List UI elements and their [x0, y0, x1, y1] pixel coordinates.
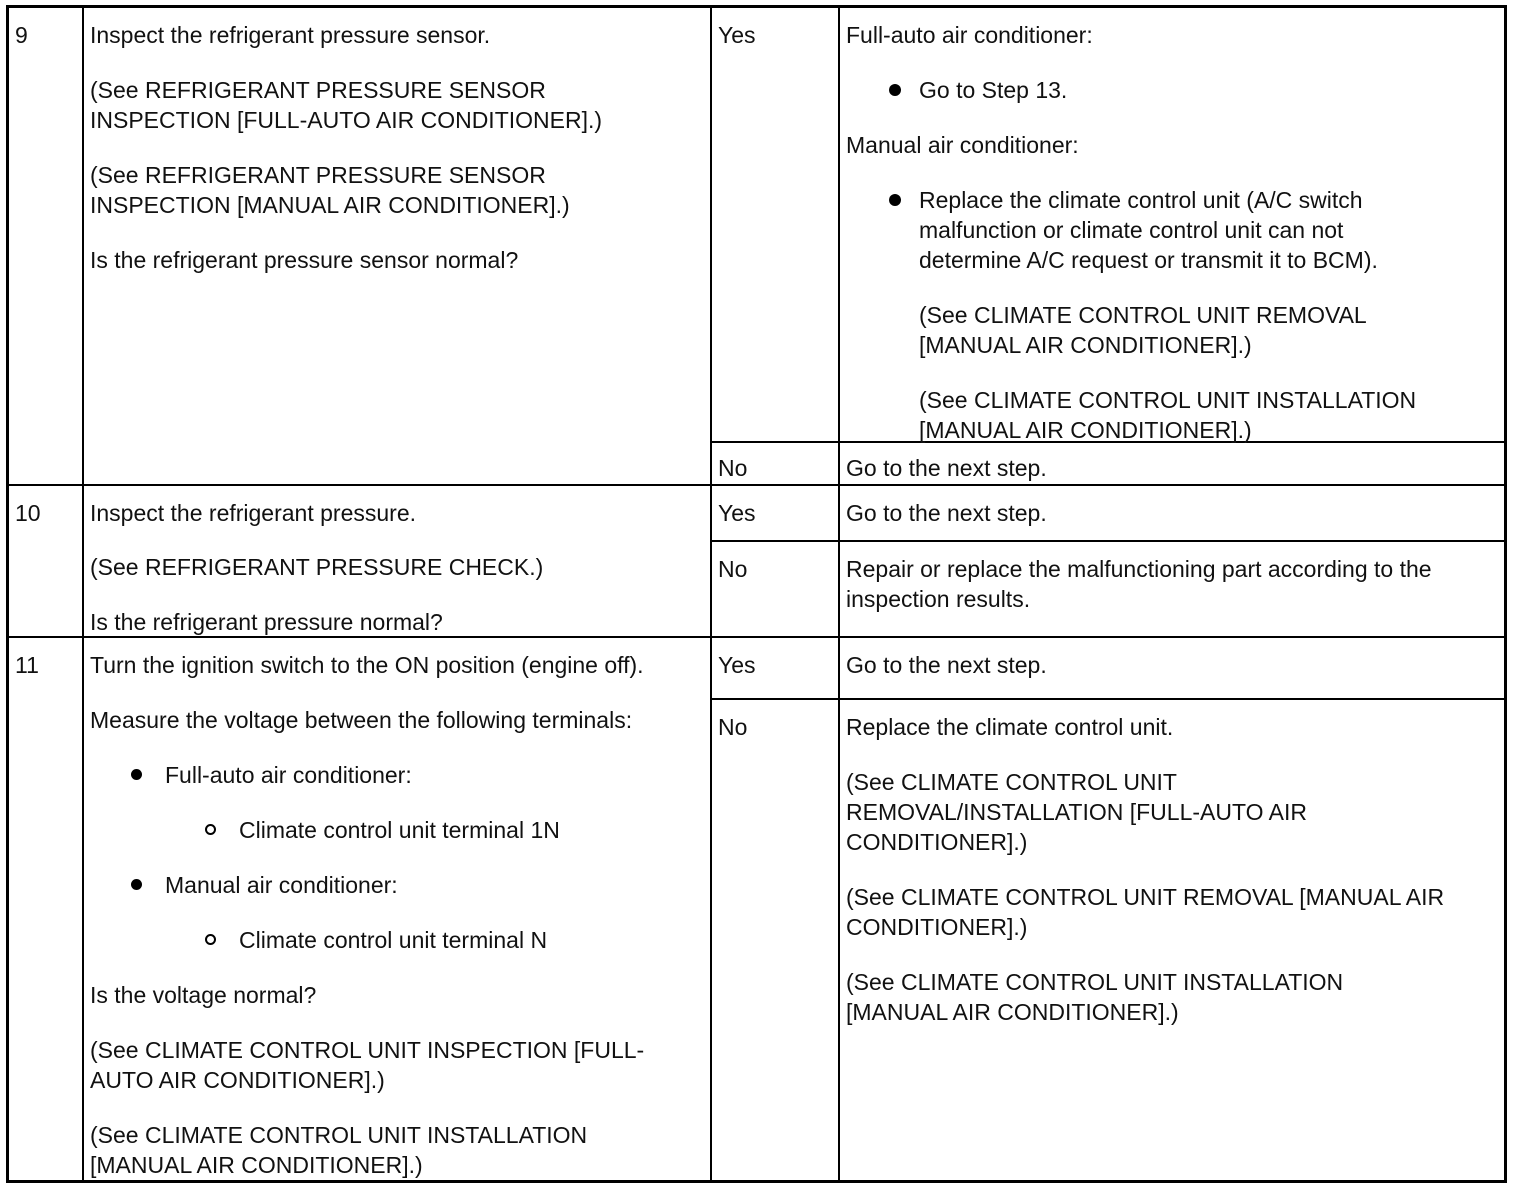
no-action-text: Repair or replace the malfunctioning part according to the inspection results.: [846, 556, 1432, 612]
bullet-text: Full-auto air conditioner:: [165, 762, 412, 788]
yes-label: Yes: [718, 500, 756, 526]
bullet-icon: [889, 84, 901, 96]
row9-yes-label: [712, 8, 838, 441]
yes-label: Yes: [718, 22, 756, 48]
manual-heading: Manual air conditioner:: [846, 132, 1079, 158]
full-auto-heading: Full-auto air conditioner:: [846, 22, 1093, 48]
reference-link: (See CLIMATE CONTROL UNIT REMOVAL [MANUAL AIR CONDITIONER].): [846, 884, 1445, 940]
full-auto-bullet-item: [919, 75, 1504, 105]
row9-yes-action: [840, 8, 1504, 441]
row11-no-label: [712, 700, 838, 1180]
troubleshooting-table: [6, 5, 1507, 1183]
reference-link: (See CLIMATE CONTROL UNIT INSTALLATION [MANUAL AIR CONDITIONER].): [846, 969, 1344, 1025]
no-label: No: [718, 455, 748, 481]
no-action-text: Replace the climate control unit.: [846, 714, 1174, 740]
row9-inspection: [84, 8, 710, 484]
inspection-text: Turn the ignition switch to the ON position (engine off).: [90, 652, 644, 678]
sub-bullet-text: Climate control unit terminal N: [239, 927, 548, 953]
reference-link: (See REFRIGERANT PRESSURE CHECK.): [90, 554, 544, 580]
no-label: No: [718, 556, 748, 582]
row11-no-action: [840, 700, 1504, 1180]
inspection-text: Inspect the refrigerant pressure sensor.: [90, 22, 491, 48]
yes-action-text: Go to the next step.: [846, 652, 1047, 678]
row10-no-action: [840, 542, 1504, 636]
bullet-icon: [131, 879, 142, 890]
step-number: 11: [15, 652, 39, 678]
yes-label: Yes: [718, 652, 756, 678]
manual-bullet-item: [165, 870, 710, 900]
circle-bullet-icon: [205, 934, 216, 945]
bullet-text: Manual air conditioner:: [165, 872, 398, 898]
row10-yes-label: [712, 486, 838, 540]
bullet-text: Replace the climate control unit (A/C switch malfunction or climate control unit can not determine A/C request or transmit it to BCM).: [919, 187, 1378, 273]
manual-sub-item: [239, 925, 710, 955]
row11-yes-label: [712, 638, 838, 698]
bullet-text: Go to Step 13.: [919, 77, 1068, 103]
inspection-text: Inspect the refrigerant pressure.: [90, 500, 416, 526]
row10-no-label: [712, 542, 838, 636]
full-auto-sub-item: [239, 815, 710, 845]
row11-inspection: [84, 638, 710, 1180]
reference-link: (See REFRIGERANT PRESSURE SENSOR INSPECTION [FULL-AUTO AIR CONDITIONER].): [90, 77, 603, 133]
row9-no-label: [712, 443, 838, 484]
no-action-text: Go to the next step.: [846, 455, 1047, 481]
inspection-text: Measure the voltage between the following terminals:: [90, 707, 633, 733]
full-auto-bullet-item: [165, 760, 710, 790]
row11-step: [9, 638, 82, 1180]
step-number: 9: [15, 22, 28, 48]
row11-yes-action: [840, 638, 1504, 698]
sub-bullet-text: Climate control unit terminal 1N: [239, 817, 560, 843]
yes-action-text: Go to the next step.: [846, 500, 1047, 526]
row9-step: [9, 8, 82, 484]
question-text: Is the refrigerant pressure normal?: [90, 609, 443, 635]
row10-inspection: [84, 486, 710, 636]
bullet-icon: [131, 769, 142, 780]
row10-step: [9, 486, 82, 636]
reference-link: (See CLIMATE CONTROL UNIT REMOVAL/INSTALLATION [FULL-AUTO AIR CONDITIONER].): [846, 769, 1307, 855]
circle-bullet-icon: [205, 824, 216, 835]
bullet-icon: [889, 194, 901, 206]
reference-link: (See CLIMATE CONTROL UNIT INSTALLATION [MANUAL AIR CONDITIONER].): [919, 387, 1417, 443]
step-number: 10: [15, 500, 41, 526]
reference-link: (See CLIMATE CONTROL UNIT INSPECTION [FULL-AUTO AIR CONDITIONER].): [90, 1037, 645, 1093]
reference-link: (See CLIMATE CONTROL UNIT INSTALLATION [MANUAL AIR CONDITIONER].): [90, 1122, 588, 1178]
reference-link: (See REFRIGERANT PRESSURE SENSOR INSPECTION [MANUAL AIR CONDITIONER].): [90, 162, 570, 218]
question-text: Is the voltage normal?: [90, 982, 317, 1008]
reference-link: (See CLIMATE CONTROL UNIT REMOVAL [MANUAL AIR CONDITIONER].): [919, 302, 1366, 358]
question-text: Is the refrigerant pressure sensor normal?: [90, 247, 519, 273]
manual-bullet-item: [919, 185, 1429, 275]
row9-no-action: [840, 443, 1504, 484]
row10-yes-action: [840, 486, 1504, 540]
no-label: No: [718, 714, 748, 740]
